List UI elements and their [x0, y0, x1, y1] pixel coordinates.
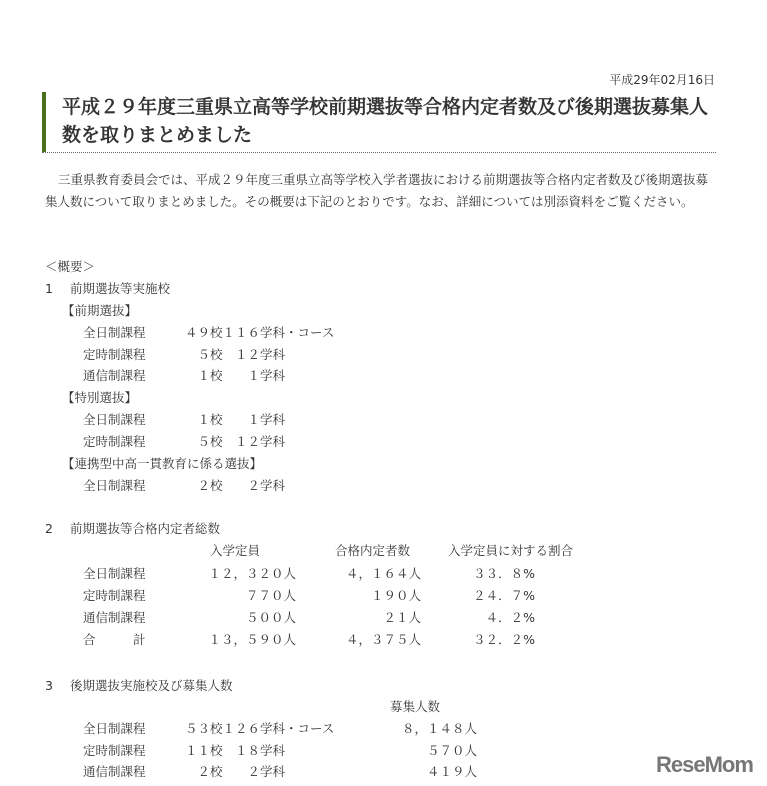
admitted-value: ４，３７５人	[345, 632, 421, 647]
course-label: 定時制課程	[83, 433, 146, 449]
capacity-value: ７７０人	[245, 588, 296, 603]
capacity-value: １３，５９０人	[208, 632, 296, 647]
schools-value: １校 １学科	[185, 412, 286, 428]
capacity-value: ５００人	[245, 610, 296, 625]
section2-number: 2	[45, 521, 53, 536]
capacity-value: １２，３２０人	[208, 566, 296, 581]
title-divider	[42, 152, 716, 153]
ratio-value: ２４．７%	[473, 588, 535, 603]
section3-title: 後期選抜実施校及び募集人数	[70, 678, 233, 693]
course-label: 全日制課程	[83, 325, 146, 340]
recruit-value: ５７０人	[426, 742, 477, 758]
recruit-value: ４１９人	[426, 764, 477, 779]
schools-value: ４９校１１６学科・コース	[185, 325, 335, 340]
group-heading: 【前期選抜】	[62, 303, 138, 318]
course-label: 通信制課程	[83, 368, 146, 384]
header-recruit: 募集人数	[390, 699, 441, 714]
intro-paragraph: 三重県教育委員会では、平成２９年度三重県立高等学校入学者選抜における前期選抜等合格内定者数及び後期選抜募集人数について取りまとめました。その概要は下記のとおりです。なお、詳細については別添資料をご覧ください。	[45, 172, 709, 209]
course-label: 全日制課程	[83, 721, 146, 736]
course-label: 定時制課程	[83, 346, 146, 362]
overview-label: ＜概要＞	[45, 259, 96, 274]
ratio-value: ４．２%	[485, 610, 535, 625]
schools-value: ５校 １２学科	[185, 433, 286, 449]
section3-number: 3	[45, 678, 53, 693]
schools-value: ５校 １２学科	[185, 346, 286, 362]
recruit-value: ８，１４８人	[401, 721, 477, 736]
ratio-value: ３３．８%	[473, 566, 535, 581]
schools-value: １１校 １８学科	[185, 742, 286, 758]
schools-value: ２校 ２学科	[185, 764, 286, 779]
header-ratio: 入学定員に対する割合	[448, 543, 574, 558]
course-label: 合 計	[83, 632, 146, 647]
header-capacity: 入学定員	[210, 543, 261, 558]
schools-value: ２校 ２学科	[185, 477, 286, 493]
course-label: 全日制課程	[83, 477, 146, 493]
admitted-value: ２１人	[383, 610, 421, 625]
course-label: 定時制課程	[83, 588, 146, 603]
admitted-value: ４，１６４人	[345, 566, 421, 581]
course-label: 定時制課程	[83, 742, 146, 758]
course-label: 通信制課程	[83, 764, 146, 779]
schools-value: ５３校１２６学科・コース	[185, 721, 335, 736]
section1-title: 前期選抜等実施校	[70, 281, 171, 296]
title-accent-bar	[42, 92, 46, 152]
course-label: 全日制課程	[83, 412, 146, 428]
publish-date: 平成29年02月16日	[609, 73, 715, 87]
admitted-value: １９０人	[370, 588, 421, 603]
schools-value: １校 １学科	[185, 368, 286, 384]
group-heading: 【特別選抜】	[62, 390, 138, 406]
header-admitted: 合格内定者数	[335, 543, 411, 558]
page-title: 平成２９年度三重県立高等学校前期選抜等合格内定者数及び後期選抜募集人数を取りまとめました	[62, 96, 709, 146]
ratio-value: ３２．２%	[473, 632, 535, 647]
resemom-watermark-logo: ReseMom	[656, 752, 753, 777]
course-label: 通信制課程	[83, 610, 146, 625]
course-label: 全日制課程	[83, 566, 146, 581]
section2-title: 前期選抜等合格内定者総数	[70, 521, 221, 536]
group-heading: 【連携型中高一貫教育に係る選抜】	[62, 455, 263, 471]
section1-number: 1	[45, 281, 53, 296]
